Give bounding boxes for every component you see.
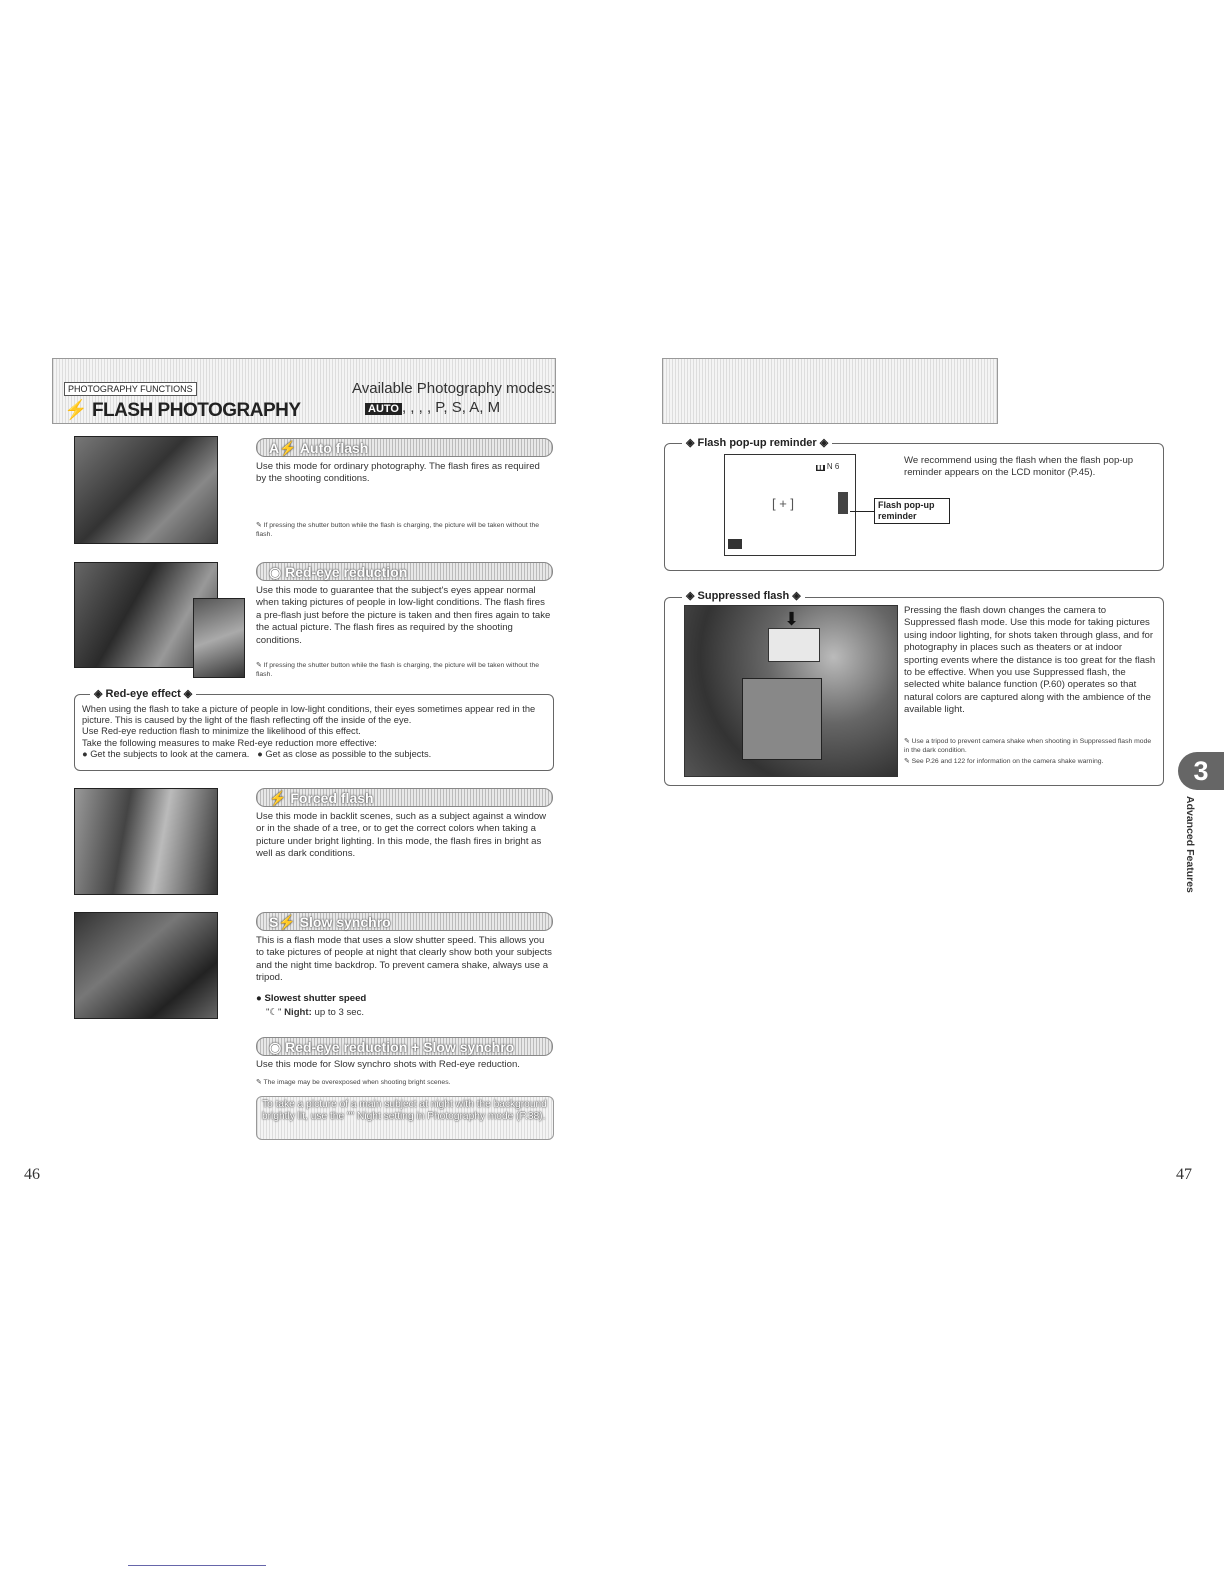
camera-lcd-panel (742, 678, 822, 760)
modes-label: Available Photography modes: (352, 380, 556, 397)
suppressed-flash-note2 (904, 758, 1156, 767)
shutter-speed-label-text: Slowest shutter speed (264, 993, 367, 1004)
red-eye-note (256, 662, 552, 679)
forced-flash-text: Use this mode in backlit scenes, such as a subject against a window or in the shade of a tree, or to get the correct colors when taking a picture under bright lighting. In this mode, the flash fires in bright as well as dark conditions. (256, 811, 547, 860)
suppressed-flash-title (682, 589, 805, 602)
diamond-icon: ◈ (686, 437, 695, 449)
red-eye-effect-body (82, 704, 546, 760)
right-header-banner (662, 358, 998, 424)
chapter-number: 3 (1193, 756, 1209, 786)
chapter-label: Advanced Features (1184, 796, 1196, 893)
popup-reminder-title-text: Flash pop-up reminder (697, 437, 817, 449)
footer-rule (128, 1565, 266, 1566)
section-title (64, 398, 301, 422)
suppressed-flash-text: Pressing the flash down changes the camera to Suppressed flash mode. Use this mode for taking pictures using indoor lighting, for shots taken through glass, and for photography in places such as theaters or at indoor sporting events where the distance is too great for the flash to be effective. When you use Suppressed flash, the selected white balance function (P.60) operates so that natural colors are captured along with the ambience of the available light. (904, 605, 1156, 716)
auto-flash-icon: A⚡ (269, 440, 297, 456)
night-value: up to 3 sec. (314, 1007, 365, 1018)
diamond-icon: ◈ (792, 590, 801, 602)
suppressed-flash-note2-text: See P.26 and 122 for information on the camera shake warning. (911, 758, 1104, 765)
flash-icon: ⚡ (64, 400, 88, 421)
red-eye-effect-line2: Use Red-eye reduction flash to minimize the likelihood of this effect. (82, 726, 361, 737)
chapter-number-tab (1178, 752, 1224, 790)
af-frame-icon: [ + ] (772, 496, 795, 511)
red-eye-slow-heading (256, 1037, 553, 1056)
flash-press-area (768, 628, 820, 662)
auto-mode-icon: AUTO (365, 403, 402, 415)
note-icon: ✎ (904, 738, 910, 745)
slow-synchro-icon: S⚡ (269, 914, 296, 930)
note-icon: ✎ (904, 758, 910, 765)
diamond-icon: ◈ (686, 590, 695, 602)
red-eye-slow-note (256, 1079, 552, 1088)
red-eye-title: Red-eye reduction (285, 564, 408, 580)
popup-callout-text: Flash pop-up reminder (878, 500, 935, 521)
night-tip-text-inner: To take a picture of a main subject at night with the background brightly lit, use the "" Night setting in Photography mode (P.38). (262, 1099, 547, 1123)
night-tip-text (262, 1099, 548, 1124)
red-eye-note-text: If pressing the shutter button while the flash is charging, the picture will be taken without the flash. (256, 662, 540, 678)
red-eye-effect-line3: Take the following measures to make Red-eye reduction more effective: (82, 737, 377, 748)
memory-icon: ▮▮ (817, 465, 824, 471)
night-mode-icon: ☾ (269, 1007, 279, 1018)
auto-flash-text: Use this mode for ordinary photography. The flash fires as required by the shooting conditions. (256, 461, 540, 485)
lcd-quality-indicator (816, 462, 839, 471)
note-icon: ✎ (256, 1079, 262, 1086)
red-eye-effect-bullet2: Get as close as possible to the subjects. (265, 748, 432, 759)
photo-red-eye-closeup (193, 598, 245, 678)
red-eye-slow-title: Red-eye reduction + Slow synchro (285, 1039, 515, 1055)
red-eye-effect-title-text: Red-eye effect (105, 688, 181, 700)
photo-auto-flash (74, 436, 218, 544)
page-number-right: 47 (1176, 1166, 1192, 1183)
red-eye-effect-bullets: ● Get the subjects to look at the camera. ● Get as close as possible to the subjects. (82, 748, 432, 759)
night-label: Night: (284, 1007, 312, 1018)
red-eye-slow-icon: ◉ (269, 1039, 282, 1055)
auto-flash-title: Auto flash (299, 440, 369, 456)
red-eye-effect-title (90, 687, 196, 700)
red-eye-text: Use this mode to guarantee that the subject's eyes appear normal when taking pictures of people in low-light conditions. The flash fires a pre-flash just before the picture is taken and then fires again to take the actual picture. The flash fires as required by the shooting conditions. (256, 585, 551, 646)
auto-flash-note (256, 522, 552, 539)
modes-list (365, 399, 500, 416)
photo-slow-synchro (74, 912, 218, 1019)
section-title-text: FLASH PHOTOGRAPHY (91, 400, 301, 421)
diamond-icon: ◈ (183, 688, 193, 700)
note-icon: ✎ (256, 522, 262, 529)
forced-flash-heading (256, 788, 553, 807)
red-eye-slow-text: Use this mode for Slow synchro shots with Red-eye reduction. (256, 1059, 520, 1070)
mode-icon (728, 539, 742, 549)
shutter-speed-label: ● Slowest shutter speed (256, 993, 367, 1004)
suppressed-flash-note1 (904, 738, 1156, 755)
forced-flash-icon: ⚡ (269, 790, 287, 806)
auto-flash-note-text: If pressing the shutter button while the flash is charging, the picture will be taken without the flash. (256, 522, 540, 538)
lcd-quality-text: N 6 (826, 462, 840, 471)
eye-icon: ◉ (269, 564, 282, 580)
red-eye-effect-bullet1: Get the subjects to look at the camera. (90, 748, 250, 759)
down-arrow-icon: ⬇ (784, 609, 800, 629)
suppressed-flash-note1-text: Use a tripod to prevent camera shake when shooting in Suppressed flash mode in the dark condition. (904, 738, 1152, 754)
shutter-speed-value: "☾" Night: up to 3 sec. (266, 1007, 365, 1018)
red-eye-effect-line1: When using the flash to take a picture of people in low-light conditions, their eyes sometimes appear red in the picture. This is caused by the light of the flash reflecting off the inside of the eye. (82, 704, 536, 726)
popup-reminder-title (682, 436, 832, 449)
diamond-icon: ◈ (94, 688, 103, 700)
popup-callout (874, 498, 950, 524)
note-icon: ✎ (256, 662, 262, 669)
flash-popup-icon (838, 492, 848, 514)
forced-flash-title: Forced flash (290, 790, 374, 806)
photo-forced-flash (74, 788, 218, 895)
modes-text: , , , , P, S, A, M (401, 399, 501, 416)
slow-synchro-title: Slow synchro (299, 914, 391, 930)
page-number-left: 46 (24, 1166, 40, 1183)
red-eye-heading (256, 562, 553, 581)
diamond-icon: ◈ (819, 437, 829, 449)
auto-flash-heading (256, 438, 553, 457)
suppressed-flash-title-text: Suppressed flash (697, 590, 790, 602)
slow-synchro-text: This is a flash mode that uses a slow shutter speed. This allows you to take pictures of people at night that clearly show both your subjects and the night time backdrop. To prevent camera shake, always use a tripod. (256, 935, 552, 984)
slow-synchro-heading (256, 912, 553, 931)
red-eye-slow-note-text: The image may be overexposed when shooting bright scenes. (263, 1079, 451, 1086)
category-label: PHOTOGRAPHY FUNCTIONS (64, 382, 197, 396)
popup-reminder-text: We recommend using the flash when the flash pop-up reminder appears on the LCD monitor (P.45). (904, 455, 1134, 479)
callout-line (850, 511, 874, 512)
